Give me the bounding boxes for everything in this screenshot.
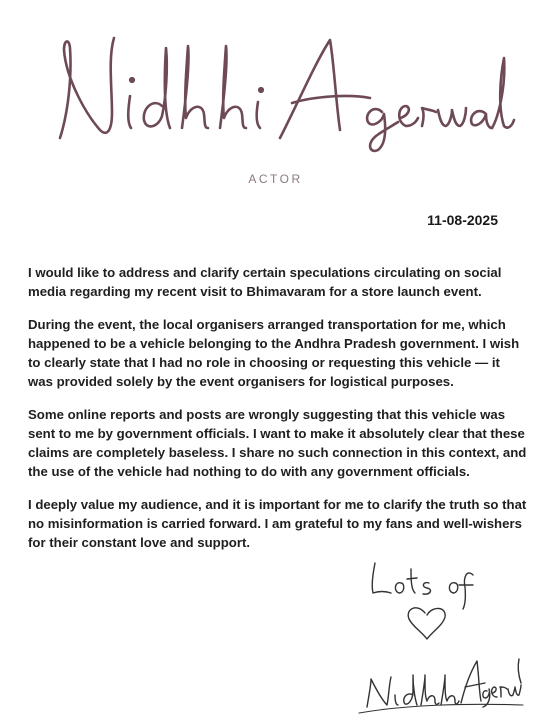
letter-body (28, 263, 528, 566)
signature (359, 659, 523, 713)
letterhead (0, 0, 551, 200)
paragraph: Some online reports and posts are wrongly suggesting that this vehicle was sent to me by government officials. I want to make it absolutely clear that these claims are completely baseless. I share no such connection in this context, and the use of the vehicle had nothing to do with any government officials. (28, 407, 527, 479)
letterhead-title: ACTOR (248, 172, 303, 186)
letter-date: 11-08-2025 (427, 212, 498, 228)
paragraph: I deeply value my audience, and it is important for me to clarify the truth so that no misinformation is carried forward. I am grateful to my fans and well-wishers for their constant love and support. (28, 497, 527, 550)
handwritten-closing (355, 555, 525, 715)
heart-icon (408, 608, 445, 639)
paragraph: During the event, the local organisers arranged transportation for me, which happened to be a vehicle belonging to the Andhra Pradesh government. I wish to clearly state that I had no role in choosing or requesting this vehicle — it was provided solely by the event organisers for logistical purposes. (28, 317, 520, 389)
name-logo (30, 18, 520, 158)
sign-off-handwriting (372, 563, 473, 609)
paragraph: I would like to address and clarify certain speculations circulating on social media regarding my recent visit to Bhimavaram for a store launch event. (28, 265, 502, 299)
